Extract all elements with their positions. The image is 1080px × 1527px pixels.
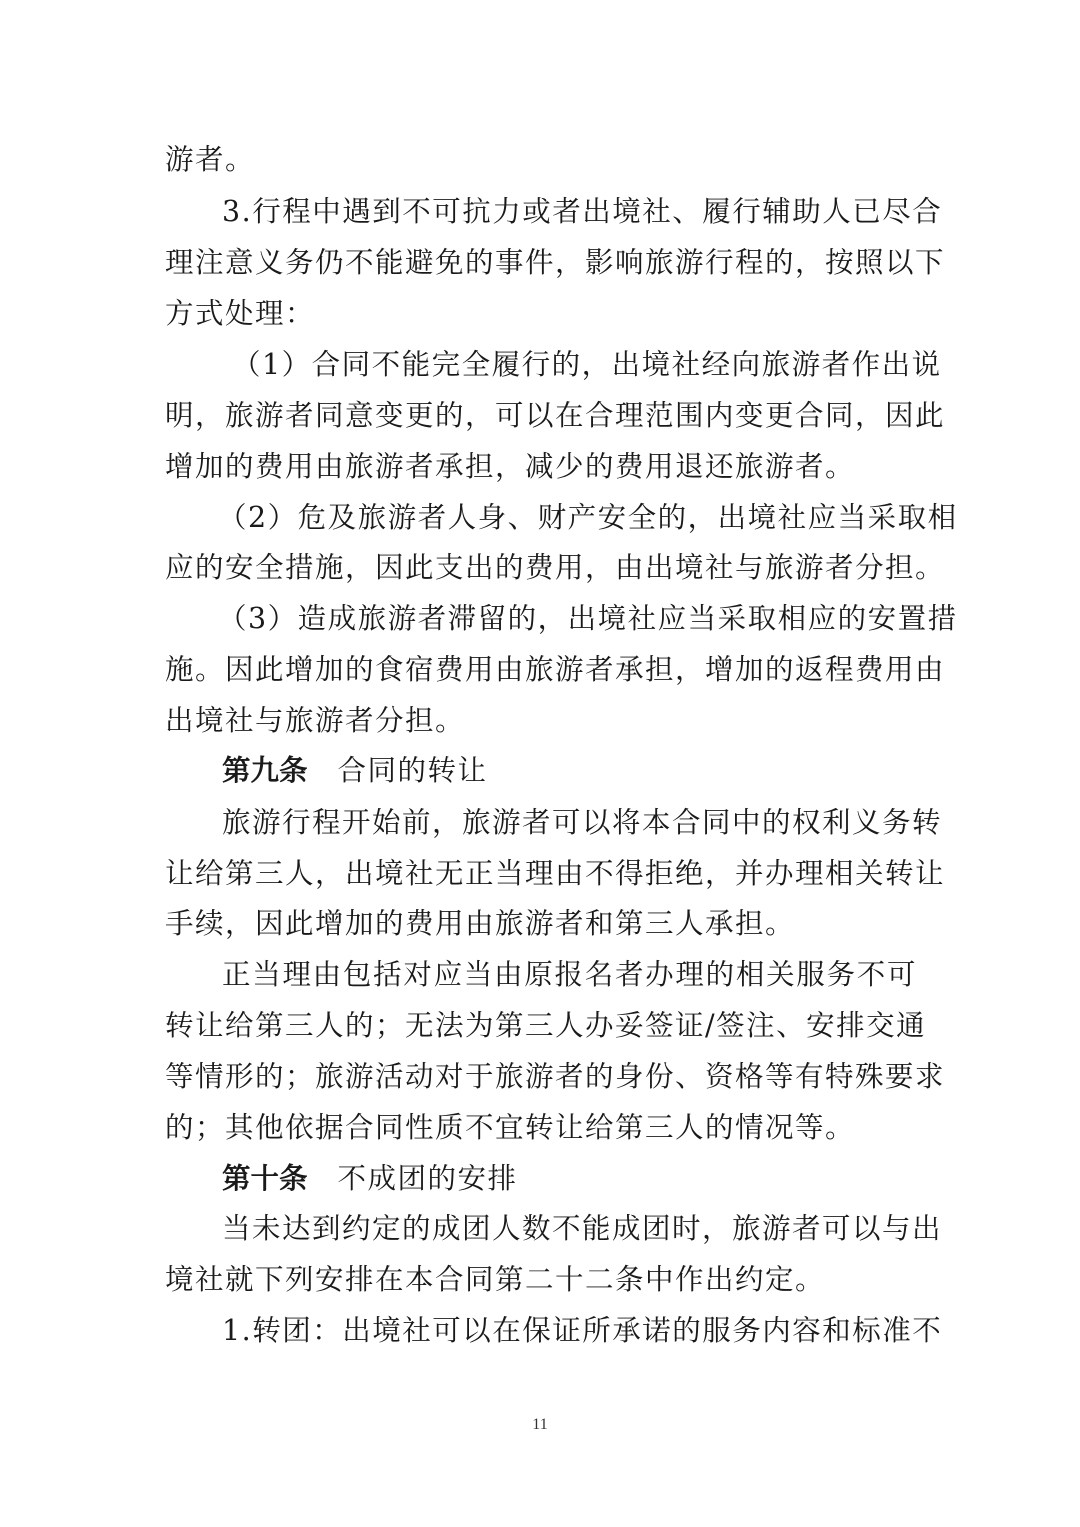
text-line: 理注意义务仍不能避免的事件，影响旅游行程的，按照以下: [165, 246, 946, 279]
text-line: 应的安全措施，因此支出的费用，由出境社与旅游者分担。: [165, 551, 946, 584]
article-title: 合同的转让: [337, 754, 488, 787]
article-number: 第九条: [222, 754, 308, 787]
text-line: 施。因此增加的食宿费用由旅游者承担，增加的返程费用由: [165, 653, 946, 686]
text-line: 3.行程中遇到不可抗力或者出境社、履行辅助人已尽合: [222, 195, 943, 228]
article-heading: [222, 749, 488, 793]
text-line: 等情形的；旅游活动对于旅游者的身份、资格等有特殊要求: [165, 1060, 946, 1093]
text-line: （3）造成旅游者滞留的，出境社应当采取相应的安置措: [218, 602, 958, 635]
text-line: 转让给第三人的；无法为第三人办妥签证/签注、安排交通: [165, 1009, 927, 1042]
text-line: 游者。: [165, 143, 256, 176]
text-line: 的；其他依据合同性质不宜转让给第三人的情况等。: [165, 1111, 856, 1144]
text-line: 1.转团：出境社可以在保证所承诺的服务内容和标准不: [222, 1314, 943, 1347]
text-line: 出境社与旅游者分担。: [165, 704, 466, 737]
text-line: 正当理由包括对应当由原报名者办理的相关服务不可: [222, 958, 917, 991]
article-heading: [222, 1157, 518, 1201]
article-number: 第十条: [222, 1162, 308, 1195]
page-number: 11: [532, 1416, 548, 1433]
text-line: 方式处理：: [165, 297, 316, 330]
text-line: 境社就下列安排在本合同第二十二条中作出约定。: [165, 1263, 826, 1296]
text-line: 让给第三人，出境社无正当理由不得拒绝，并办理相关转让: [165, 857, 946, 890]
text-line: 增加的费用由旅游者承担，减少的费用退还旅游者。: [165, 450, 856, 483]
text-line: （1）合同不能完全履行的，出境社经向旅游者作出说: [232, 348, 942, 381]
article-title: 不成团的安排: [337, 1162, 518, 1195]
text-line: 旅游行程开始前，旅游者可以将本合同中的权利义务转: [222, 806, 943, 839]
text-line: （2）危及旅游者人身、财产安全的，出境社应当采取相: [218, 501, 958, 534]
text-line: 当未达到约定的成团人数不能成团时，旅游者可以与出: [222, 1212, 943, 1245]
text-line: 明，旅游者同意变更的，可以在合理范围内变更合同，因此: [165, 399, 946, 432]
text-line: 手续，因此增加的费用由旅游者和第三人承担。: [165, 907, 796, 940]
